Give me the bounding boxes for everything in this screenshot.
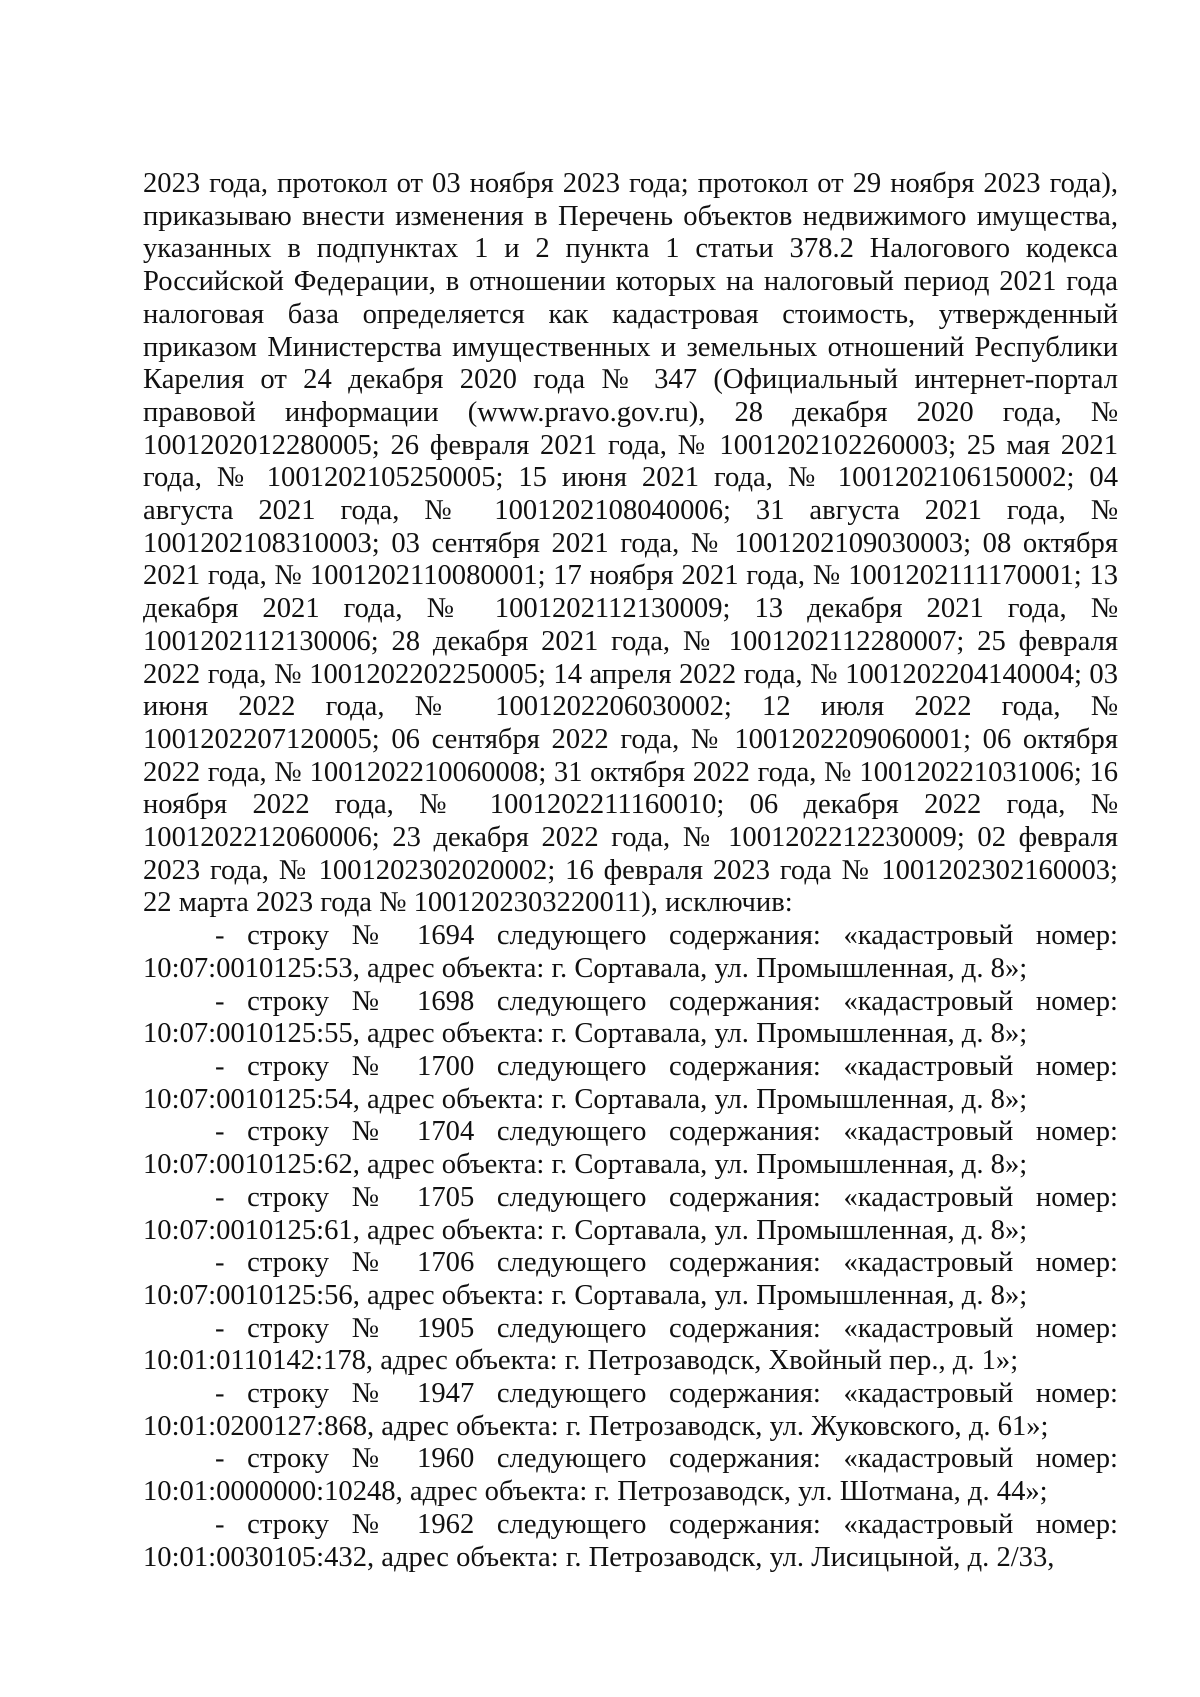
exclusion-item-1947: - строку № 1947 следующего содержания: «кадастровый номер: 10:01:0200127:868, адрес объекта: г. Петрозаводск, ул. Жуковского, д. 61»; xyxy=(143,1378,1118,1442)
exclusion-item-1704: - строку № 1704 следующего содержания: «кадастровый номер: 10:07:0010125:62, адрес объекта: г. Сортавала, ул. Промышленная, д. 8»; xyxy=(143,1116,1118,1181)
exclusion-item-1694: - строку № 1694 следующего содержания: «кадастровый номер: 10:07:0010125:53, адрес объекта: г. Сортавала, ул. Промышленная, д. 8»; xyxy=(143,920,1118,984)
exclusion-item-1705: - строку № 1705 следующего содержания: «кадастровый номер: 10:07:0010125:61, адрес объекта: г. Сортавала, ул. Промышленная, д. 8»; xyxy=(143,1181,1118,1246)
exclusion-item-1962: - строку № 1962 следующего содержания: «кадастровый номер: 10:01:0030105:432, адрес объекта: г. Петрозаводск, ул. Лисицыной, д. 2/33, xyxy=(143,1508,1118,1573)
exclusion-item-1698: - строку № 1698 следующего содержания: «кадастровый номер: 10:07:0010125:55, адрес объекта: г. Сортавала, ул. Промышленная, д. 8»; xyxy=(143,985,1118,1050)
exclusion-item-1905: - строку № 1905 следующего содержания: «кадастровый номер: 10:01:0110142:178, адрес объекта: г. Петрозаводск, Хвойный пер., д. 1»; xyxy=(143,1312,1118,1377)
order-paragraph: 2023 года, протокол от 03 ноября 2023 года; протокол от 29 ноября 2023 года), приказываю внести изменения в Перечень объектов недвижимого имущества, указанных в подпунктах 1 и 2 пункта 1 статьи 378.2 Налогового кодекса Российской Федерации, в отношении которых на налоговый период 2021 года налоговая база определяется как кадастровая стоимость, утвержденный приказом Министерства имущественных и земельных отношений Республики Карелия от 24 декабря 2020 года № 347 (Официальный интернет-портал правовой информации (www.pravo.gov.ru), 28 декабря 2020 года, № 1001202012280005; 26 февраля 2021 года, № 1001202102260003; 25 мая 2021 года, № 1001202105250005; 15 июня 2021 года, № 1001202106150002; 04 августа 2021 года, № 1001202108040006; 31 августа 2021 года, № 1001202108310003; 03 сентября 2021 года, № 1001202109030003; 08 октября 2021 года, № 1001202110080001; 17 ноября 2021 года, № 1001202111170001; 13 декабря 2021 года, № 1001202112130009; 13 декабря 2021 года, № 1001202112130006; 28 декабря 2021 года, № 1001202112280007; 25 февраля 2022 года, № 1001202202250005; 14 апреля 2022 года, № 1001202204140004; 03 июня 2022 года, № 1001202206030002; 12 июля 2022 года, № 1001202207120005; 06 сентября 2022 года, № 1001202209060001; 06 октября 2022 года, № 1001202210060008; 31 октября 2022 года, № 100120221031006; 16 ноября 2022 года, № 1001202211160010; 06 декабря 2022 года, № 1001202212060006; 23 декабря 2022 года, № 1001202212230009; 02 февраля 2023 года, № 1001202302020002; 16 февраля 2023 года № 1001202302160003; 22 марта 2023 года № 1001202303220011), исключив: xyxy=(143,168,1118,919)
exclusion-item-1706: - строку № 1706 следующего содержания: «кадастровый номер: 10:07:0010125:56, адрес объекта: г. Сортавала, ул. Промышленная, д. 8»; xyxy=(143,1247,1118,1311)
exclusion-item-1700: - строку № 1700 следующего содержания: «кадастровый номер: 10:07:0010125:54, адрес объекта: г. Сортавала, ул. Промышленная, д. 8»; xyxy=(143,1050,1118,1115)
document-page xyxy=(143,168,1118,1574)
exclusion-item-1960: - строку № 1960 следующего содержания: «кадастровый номер: 10:01:0000000:10248, адрес объекта: г. Петрозаводск, ул. Шотмана, д. 44»; xyxy=(143,1443,1118,1508)
